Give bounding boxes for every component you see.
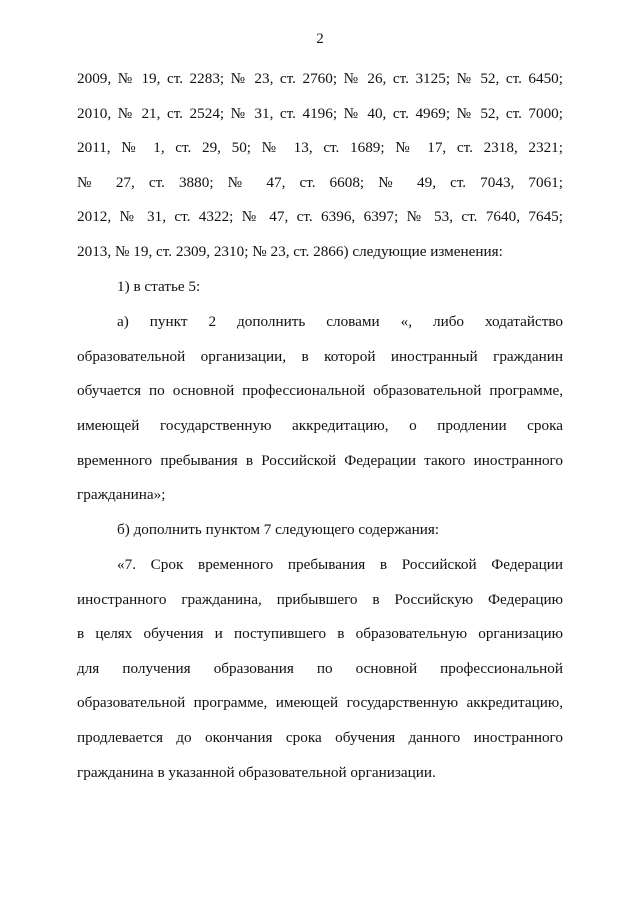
text-line: «7. Срок временного пребывания в Российской Федерации <box>117 556 563 573</box>
text-line: обучается по основной профессиональной образовательной программе, <box>77 382 563 399</box>
text-line: временного пребывания в Российской Федерации такого иностранного <box>77 452 563 469</box>
text-line: имеющей государственную аккредитацию, о продлении срока <box>77 417 563 434</box>
text-line: гражданина в указанной образовательной организации. <box>77 764 436 781</box>
text-line: продлевается до окончания срока обучения данного иностранного <box>77 729 563 746</box>
text-line: б) дополнить пунктом 7 следующего содержания: <box>117 521 440 538</box>
text-line: № 27, ст. 3880; № 47, ст. 6608; № 49, ст. 7043, 7061; <box>77 174 563 191</box>
text-line: 1) в статье 5: <box>117 278 201 295</box>
text-line: иностранного гражданина, прибывшего в Российскую Федерацию <box>77 591 563 608</box>
text-line: а) пункт 2 дополнить словами «, либо ходатайство <box>117 313 563 330</box>
text-line: 2009, № 19, ст. 2283; № 23, ст. 2760; № 26, ст. 3125; № 52, ст. 6450; <box>77 70 563 87</box>
text-line: гражданина»; <box>77 486 166 503</box>
text-line: 2013, № 19, ст. 2309, 2310; № 23, ст. 2866) следующие изменения: <box>77 243 503 260</box>
text-line: 2010, № 21, ст. 2524; № 31, ст. 4196; № 40, ст. 4969; № 52, ст. 7000; <box>77 105 563 122</box>
text-line: образовательной программе, имеющей государственную аккредитацию, <box>77 694 563 711</box>
page-number: 2 <box>316 31 324 47</box>
text-line: 2011, № 1, ст. 29, 50; № 13, ст. 1689; № 17, ст. 2318, 2321; <box>77 139 563 156</box>
text-line: образовательной организации, в которой иностранный гражданин <box>77 348 563 365</box>
text-line: 2012, № 31, ст. 4322; № 47, ст. 6396, 6397; № 53, ст. 7640, 7645; <box>77 208 563 225</box>
text-line: для получения образования по основной профессиональной <box>77 660 563 677</box>
text-line: в целях обучения и поступившего в образовательную организацию <box>77 625 563 642</box>
